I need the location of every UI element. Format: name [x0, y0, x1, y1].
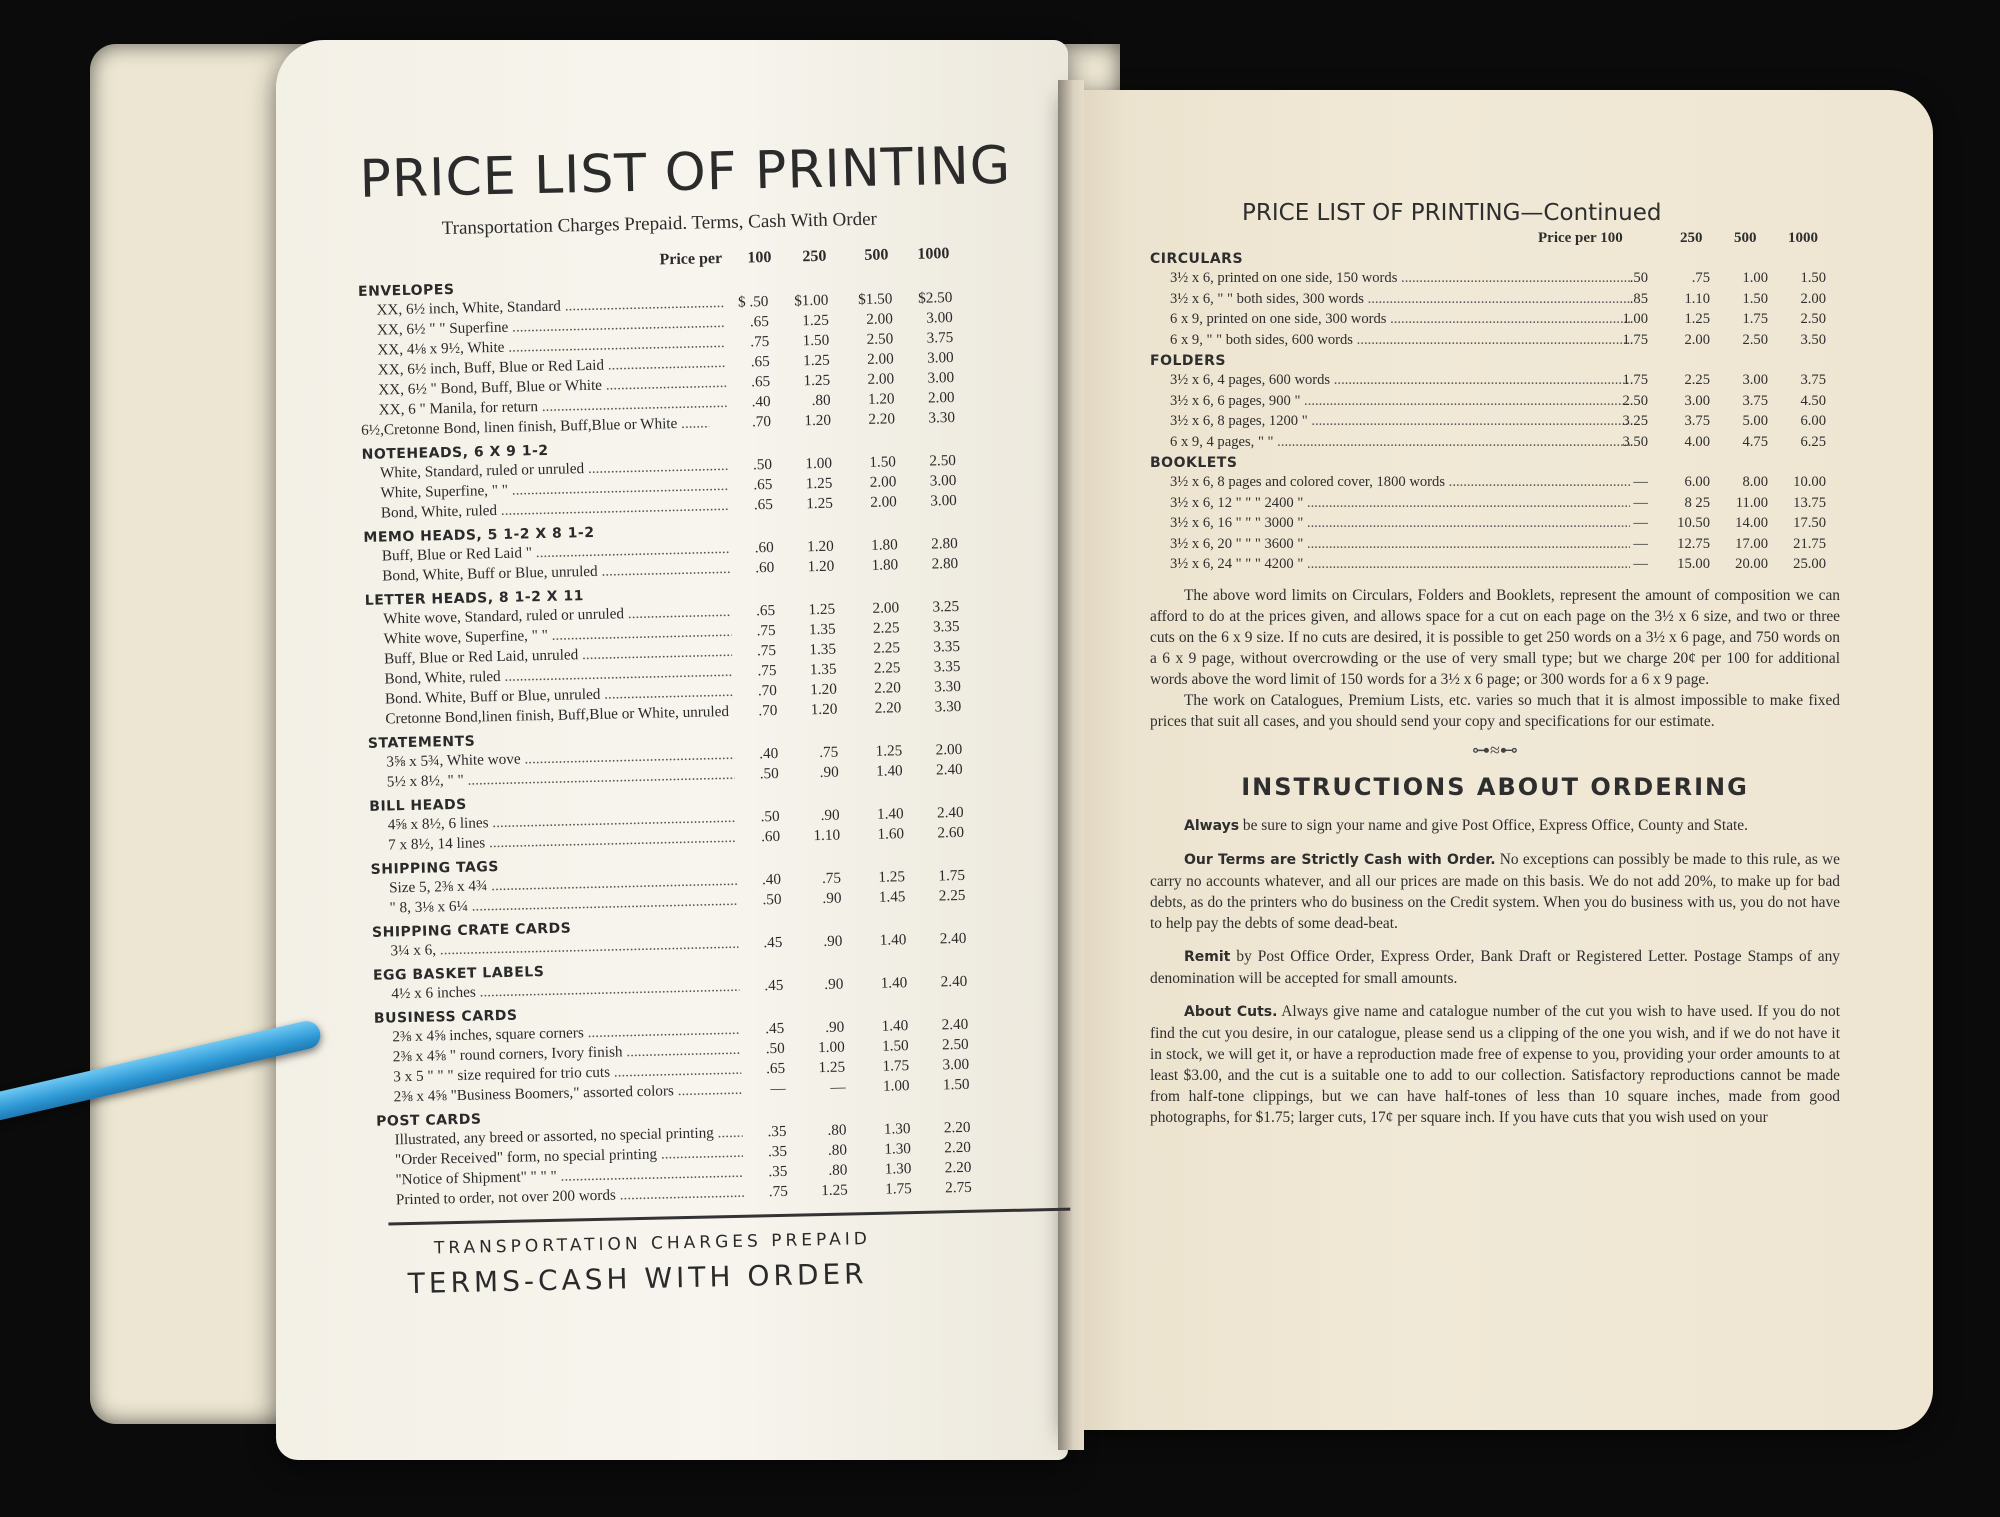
price-cell: 2.20 [944, 1138, 972, 1157]
instruction-lead: Remit [1184, 948, 1231, 965]
price-cell: — [1633, 515, 1648, 531]
price-cell: .35 [767, 1122, 787, 1141]
price-cell: .65 [753, 495, 774, 514]
price-cell: 3.50 [1800, 331, 1826, 348]
price-cell: 1.20 [807, 557, 835, 576]
price-cell: 3.35 [933, 637, 961, 656]
section-heading: CIRCULARS [1150, 251, 1244, 267]
item-description: Bond, White, ruled ..... [384, 662, 732, 690]
price-cell: .75 [756, 641, 777, 660]
instruction-lead: Always [1184, 817, 1240, 834]
price-cell: .65 [749, 313, 770, 331]
price-row [1150, 391, 1840, 412]
item-description: 4½ x 6 inches ..... [391, 977, 739, 1005]
price-cell: 11.00 [1735, 494, 1768, 511]
price-cell: .90 [823, 932, 843, 950]
col-label: Price per 100 [1538, 230, 1623, 246]
col-label: Price per [659, 250, 723, 269]
item-description: White wove, Standard, ruled or unruled ..... [383, 602, 731, 630]
price-row [1150, 289, 1840, 310]
price-cell: 12.75 [1677, 535, 1710, 552]
section-heading: POST CARDS [376, 1111, 482, 1130]
price-cell: 2.25 [873, 639, 901, 657]
price-cell: 1.25 [802, 311, 830, 330]
price-cell: 2.40 [940, 972, 968, 991]
instruction-text: by Post Office Order, Express Order, Bank Draft or Registered Letter. Postage Stamps of any denomination will be accepted for small amounts. [1150, 947, 1840, 987]
price-cell: 2.00 [866, 350, 894, 368]
price-cell: .85 [1629, 290, 1648, 307]
section-heading: MEMO HEADS, 5 1-2 X 8 1-2 [363, 524, 595, 546]
price-cell: 1.25 [803, 371, 831, 390]
price-cell: 1.00 [805, 454, 833, 473]
price-cell: 2.75 [945, 1178, 972, 1197]
price-cell: 15.00 [1677, 556, 1710, 572]
price-cell: .45 [765, 1019, 785, 1038]
price-cell: .80 [827, 1121, 847, 1139]
item-description: Bond. White, Buff or Blue, unruled ..... [385, 682, 733, 710]
item-description: 3½ x 6, 8 pages and colored cover, 1800 words ..... [1170, 472, 1630, 493]
right-price-table [1150, 250, 1840, 575]
price-cell: .35 [767, 1142, 788, 1161]
item-description: XX, 6 " Manila, for return ..... [378, 393, 726, 421]
price-cell: .50 [759, 764, 779, 783]
price-cell: 2.50 [1742, 331, 1768, 348]
section-heading: SHIPPING CRATE CARDS [371, 920, 572, 941]
price-cell: — [1633, 474, 1648, 490]
price-row [1150, 411, 1840, 432]
item-description: 6 x 9, 4 pages, " " ..... [1170, 432, 1630, 453]
price-cell: 2.50 [929, 451, 957, 470]
price-cell: 3.35 [933, 657, 961, 676]
price-cell: 2.80 [931, 554, 959, 573]
price-cell: 10.00 [1793, 474, 1826, 490]
item-description: 3½ x 6, 20 " " " 3600 " ..... [1170, 534, 1630, 555]
price-cell: 4.00 [1684, 433, 1710, 450]
col-header: 1000 [1788, 230, 1818, 246]
item-description: XX, 6½ " " Superfine ..... [377, 313, 725, 341]
item-description: 3½ x 6, 6 pages, 900 " ..... [1170, 391, 1630, 412]
price-cell: 1.80 [870, 536, 898, 554]
price-cell: 1.40 [875, 762, 903, 780]
price-cell: 2.60 [937, 823, 965, 842]
ornament-divider: ⊶≈⊷ [1472, 739, 1518, 760]
section-heading: FOLDERS [1150, 353, 1226, 369]
instruction-lead: Our Terms are Strictly Cash with Order. [1184, 851, 1496, 868]
price-cell: 1.35 [808, 620, 836, 639]
col-header: 100 [747, 248, 772, 267]
footer-rule [388, 1208, 1070, 1226]
section-heading: SHIPPING TAGS [370, 859, 500, 878]
instructions-list [1150, 815, 1840, 1128]
price-cell: 1.75 [1742, 311, 1768, 327]
price-cell: .75 [756, 621, 776, 640]
item-description: Bond, White, Buff or Blue, unruled ..... [382, 559, 730, 587]
price-cell: 1.30 [883, 1120, 911, 1138]
item-description: Printed to order, not over 200 words ..... [396, 1183, 744, 1211]
price-cell: 1.25 [875, 742, 903, 760]
price-row [1150, 309, 1840, 330]
price-cell: 2.00 [927, 388, 955, 407]
item-description: 3½ x 6, printed on one side, 150 words ..... [1170, 268, 1630, 289]
price-cell: .65 [750, 373, 771, 391]
price-cell: 1.25 [806, 494, 834, 513]
price-cell: 2.00 [867, 370, 895, 388]
item-description: 3½ x 6, " " both sides, 300 words ..... [1170, 289, 1630, 310]
section-heading: LETTER HEADS, 8 1-2 X 11 [364, 588, 585, 609]
section-heading: BILL HEADS [369, 796, 467, 815]
item-description: 3½ x 6, 24 " " " 4200 " ..... [1170, 554, 1630, 575]
catalogue-note: The work on Catalogues, Premium Lists, etc. varies so much that it is almost impossible to make fixed prices that suit all cases, and you should send your copy and specifications for our estimate. [1150, 691, 1840, 730]
price-cell: .60 [755, 558, 775, 577]
item-description: 3½ x 6, 4 pages, 600 words ..... [1170, 370, 1630, 391]
price-cell: .90 [825, 1018, 845, 1036]
column-headers [1150, 226, 1840, 248]
instructions-title: INSTRUCTIONS ABOUT ORDERING [1241, 772, 1749, 801]
item-description: White, Superfine, " " ..... [380, 476, 728, 504]
price-cell: 1.25 [1684, 311, 1710, 327]
price-cell: 25.00 [1793, 556, 1826, 572]
item-description: 4⅝ x 8½, 6 lines ..... [388, 808, 736, 836]
price-cell: $1.00 [794, 291, 829, 310]
price-cell: 6.00 [1800, 413, 1826, 429]
price-cell: .45 [763, 933, 783, 952]
price-cell: .50 [762, 890, 782, 909]
price-cell: — [830, 1078, 846, 1096]
price-cell: 1.45 [878, 888, 906, 906]
price-cell: .60 [760, 827, 781, 846]
price-cell: 2.00 [866, 310, 893, 328]
price-cell: .80 [811, 391, 831, 410]
price-cell: $ .50 [737, 293, 769, 311]
item-description: 3½ x 6, 8 pages, 1200 " ..... [1170, 411, 1630, 432]
item-description: 3½ x 6, 16 " " " 3000 " ..... [1170, 513, 1630, 534]
item-description: Buff, Blue or Red Laid " ..... [382, 539, 730, 567]
price-cell: .90 [822, 889, 842, 907]
price-cell: .65 [765, 1059, 786, 1078]
price-cell: 1.50 [881, 1037, 909, 1055]
price-cell: $1.50 [858, 290, 893, 309]
instruction-paragraph [1150, 849, 1840, 934]
price-cell: 2.25 [873, 659, 901, 677]
instruction-paragraph [1150, 1001, 1840, 1128]
price-cell: 1.25 [821, 1181, 848, 1200]
price-cell: 1.20 [867, 390, 895, 408]
price-cell: — [770, 1079, 786, 1098]
price-cell: 1.80 [871, 556, 899, 574]
price-cell: .90 [819, 763, 839, 782]
price-cell: 3.00 [929, 471, 957, 490]
price-cell: 2.00 [869, 473, 897, 491]
price-cell: 13.75 [1793, 494, 1826, 511]
price-cell: .75 [768, 1182, 789, 1201]
item-description: 7 x 8½, 14 lines ..... [388, 828, 736, 856]
price-cell: .65 [753, 475, 773, 494]
item-description: Buff, Blue or Red Laid, unruled ..... [384, 642, 732, 670]
price-cell: 1.75 [882, 1057, 910, 1075]
price-cell: 1.40 [880, 974, 908, 992]
price-cell: 3.00 [927, 368, 955, 387]
price-cell: .50 [1629, 270, 1648, 286]
item-description: Cretonne Bond,linen finish, Buff,Blue or White, unruled ..... [385, 702, 733, 730]
price-cell: 1.40 [876, 805, 904, 823]
price-cell: 1.00 [1622, 311, 1648, 327]
price-cell: .70 [751, 412, 772, 431]
price-cell: 2.80 [930, 534, 958, 553]
price-cell: .35 [768, 1162, 788, 1181]
price-cell: 1.20 [810, 680, 838, 699]
section-heading: ENVELOPES [357, 281, 455, 300]
price-row [1150, 554, 1840, 575]
instruction-text: No exceptions can possibly be made to this rule, as we carry no accounts whatever, and all our prices are made on this basis. We do not add 20%, to make up for bad debts, as do the printers who do business on the Credit system. When you do business with us, you do not have to help pay the debts of some dead-beat. [1150, 850, 1840, 932]
instruction-text: Always give name and catalogue number of the cut you wish to have used. If you do not find the cut you desire, in our catalogue, please send us a clipping of the one you wish, and if we do not have it in stock, we will get it, or have a reproduction made free of expense to you, providing your order amounts to at least $3.00, and the cut is a suitable one to add to our collection. Satisfactory reproductions cannot be made from half-tone clippings, but we can have half-tones of less than 10 square inches, made from good photographs, for $1.75; larger cuts, 17¢ per square inch. If you have cuts that you wish used on your [1150, 1002, 1840, 1126]
price-cell: .70 [758, 701, 778, 720]
col-header: 250 [802, 247, 827, 266]
price-cell: .40 [759, 744, 779, 763]
price-cell: 2.00 [935, 740, 963, 759]
price-cell: 1.25 [818, 1058, 846, 1077]
price-cell: 2.00 [872, 599, 900, 617]
price-cell: 8 25 [1684, 494, 1710, 511]
word-limit-note: The above word limits on Circulars, Folders and Booklets, represent the amount of composition we can afford to do at the prices given, and allows space for a cut on each page on the 3½ x 6 size, and two or three cuts on the 6 x 9 size. If no cuts are desired, it is possible to get 250 words on a 3½ x 6 page, and 750 words on a 6 x 9 page, without overcrowding or the use of very small type; but we charge 20¢ per 100 for additional words above the word limit of 150 words for a 3½ x 6 page; or 300 words for a 6 x 9 page. [1150, 586, 1840, 688]
price-row [1150, 330, 1840, 351]
price-cell: .75 [819, 743, 839, 762]
price-cell: 1.00 [817, 1038, 845, 1057]
instruction-lead: About Cuts. [1184, 1003, 1278, 1020]
price-cell: .65 [755, 601, 776, 620]
price-cell: 1.50 [869, 453, 897, 471]
item-description: XX, 6½ inch, Buff, Blue or Red Laid ..... [378, 353, 726, 381]
price-cell: 1.20 [806, 537, 834, 556]
price-cell: 3.75 [1800, 372, 1826, 388]
section-heading: BUSINESS CARDS [373, 1007, 518, 1027]
price-cell: 2.25 [938, 886, 966, 905]
price-cell: 1.35 [809, 640, 837, 659]
price-cell: .80 [828, 1161, 848, 1179]
price-cell: 1.40 [881, 1017, 909, 1035]
price-cell: — [1633, 494, 1648, 511]
price-cell: .45 [764, 976, 784, 995]
section-heading: BOOKLETS [1150, 455, 1238, 471]
price-cell: .65 [750, 353, 770, 371]
price-cell: 3.25 [932, 597, 960, 616]
item-description: " 8, 3⅛ x 6¼ ..... [389, 891, 737, 919]
price-cell: .60 [754, 538, 774, 557]
price-cell: 3.50 [1622, 433, 1648, 450]
left-price-table [358, 269, 1083, 1211]
price-cell: .40 [751, 392, 771, 411]
price-cell: .40 [761, 870, 782, 889]
price-cell: 3.35 [932, 617, 960, 636]
price-cell: .75 [757, 661, 777, 680]
price-cell: 4.75 [1742, 433, 1768, 450]
price-cell: .50 [760, 807, 780, 826]
price-cell: 2.25 [1684, 372, 1710, 388]
item-description: XX, 6½ " Bond, Buff, Blue or White ..... [378, 373, 726, 401]
section-heading: NOTEHEADS, 6 X 9 1-2 [361, 442, 549, 463]
price-cell: 5.00 [1742, 413, 1768, 429]
item-description: White wove, Superfine, " " ..... [383, 622, 731, 650]
section-heading: STATEMENTS [367, 733, 476, 752]
price-cell: 3.00 [930, 491, 957, 510]
price-cell: 2.40 [939, 929, 967, 948]
price-cell: 1.00 [1742, 270, 1768, 286]
price-cell: 2.20 [944, 1158, 972, 1177]
price-cell: 8.00 [1742, 474, 1768, 490]
price-cell: .90 [824, 975, 844, 993]
item-description: XX, 6½ inch, White, Standard ..... [376, 293, 724, 321]
price-cell: 3.00 [1684, 392, 1710, 409]
price-cell: 3.30 [928, 408, 956, 427]
price-cell: 1.00 [882, 1077, 910, 1095]
item-description: 6 x 9, printed on one side, 300 words ..... [1170, 309, 1630, 330]
price-cell: 3.00 [926, 309, 953, 327]
price-cell: 2.50 [1622, 392, 1648, 409]
price-row [1150, 493, 1840, 514]
item-description: 6 x 9, " " both sides, 600 words ..... [1170, 330, 1630, 351]
price-cell: 1.50 [802, 331, 830, 350]
price-cell: 1.25 [808, 600, 836, 619]
item-description: 3¼ x 6, ..... [390, 934, 738, 962]
price-cell: 14.00 [1735, 515, 1768, 531]
price-cell: 3.30 [934, 697, 962, 716]
price-cell: $2.50 [918, 289, 953, 307]
price-cell: 6.25 [1800, 433, 1826, 450]
price-cell: 2.20 [943, 1118, 971, 1137]
price-cell: — [1633, 535, 1648, 552]
right-page-content [1150, 200, 1840, 1140]
price-cell: 2.50 [1800, 311, 1826, 327]
item-description: 5½ x 8½, " " ..... [387, 765, 735, 793]
price-cell: 2.25 [872, 619, 900, 637]
price-cell: .80 [827, 1141, 848, 1159]
price-row [1150, 432, 1840, 453]
price-cell: 2.50 [941, 1035, 969, 1054]
section-heading: EGG BASKET LABELS [372, 964, 545, 984]
price-cell: 1.25 [802, 351, 830, 370]
price-cell: 3.75 [926, 328, 954, 347]
item-description: 3½ x 6, 12 " " " 2400 " ..... [1170, 493, 1630, 514]
col-header: 250 [1680, 230, 1703, 246]
item-description: "Order Received" form, no special printing ..... [395, 1143, 743, 1171]
price-cell: 1.50 [942, 1075, 970, 1094]
price-cell: 1.25 [805, 474, 833, 493]
col-header: 500 [1734, 230, 1757, 246]
price-cell: 1.35 [809, 660, 837, 679]
price-cell: .50 [765, 1039, 785, 1058]
instruction-text: be sure to sign your name and give Post Office, Express Office, County and State. [1239, 816, 1748, 834]
item-description: 3⅝ x 5¾, White wove ..... [386, 745, 734, 773]
price-cell: 3.00 [926, 348, 954, 367]
price-cell: 4.50 [1800, 392, 1826, 409]
price-cell: 21.75 [1793, 535, 1826, 552]
item-description: "Notice of Shipment" " " " ..... [395, 1163, 743, 1191]
item-description: 6½,Cretonne Bond, linen finish, Buff,Blue or White ..... [361, 413, 709, 441]
price-cell: 1.30 [884, 1140, 912, 1158]
item-description: Illustrated, any breed or assorted, no special printing ..... [394, 1123, 742, 1151]
price-cell: 1.75 [938, 866, 966, 885]
price-row [1150, 370, 1840, 391]
price-cell: 3.75 [1684, 413, 1710, 429]
price-cell: 1.60 [877, 825, 905, 843]
price-cell: .75 [1691, 270, 1710, 286]
price-cell: .50 [752, 455, 773, 474]
price-row [1150, 513, 1840, 534]
item-description: Size 5, 2⅜ x 4¾ ..... [389, 871, 737, 899]
item-description: White, Standard, ruled or unruled ..... [380, 456, 728, 484]
price-cell: 2.40 [935, 760, 963, 779]
price-row [1150, 534, 1840, 555]
instruction-paragraph [1150, 815, 1840, 837]
price-cell: 1.10 [1684, 290, 1710, 307]
item-description: 2⅜ x 4⅝ inches, square corners ..... [392, 1020, 740, 1048]
price-cell: 3.25 [1622, 413, 1648, 429]
footer-line-2: TERMS-CASH WITH ORDER [407, 1257, 868, 1301]
price-cell: 20.00 [1735, 556, 1768, 572]
price-list-title: PRICE LIST OF PRINTING [358, 135, 1012, 210]
item-description: 3 x 5 " " " size required for trio cuts ..... [393, 1060, 741, 1088]
price-cell: 3.00 [942, 1055, 970, 1074]
price-cell: 1.20 [810, 700, 838, 719]
price-cell: 1.75 [1622, 372, 1648, 388]
instruction-paragraph [1150, 946, 1840, 989]
item-description: XX, 4⅛ x 9½, White ..... [377, 333, 725, 361]
price-cell: 17.00 [1735, 535, 1768, 552]
price-cell: .75 [750, 333, 770, 351]
price-cell: 1.25 [878, 868, 906, 886]
price-cell: 1.30 [884, 1160, 912, 1178]
price-cell: 2.40 [941, 1015, 969, 1034]
price-cell: 3.00 [1742, 372, 1768, 388]
item-description: 2⅜ x 4⅝ " round corners, Ivory finish ..... [393, 1040, 741, 1068]
price-cell: 10.50 [1677, 515, 1710, 531]
price-cell: 2.00 [1684, 331, 1710, 348]
price-cell: 2.20 [868, 410, 896, 428]
price-cell: 2.00 [870, 493, 897, 511]
price-cell: .70 [757, 681, 778, 700]
col-header: 500 [864, 246, 889, 264]
price-cell: 1.50 [1742, 290, 1768, 307]
price-cell: .90 [820, 806, 840, 824]
price-list-subtitle: Transportation Charges Prepaid. Terms, Cash With Order [441, 208, 878, 240]
col-header: 1000 [917, 245, 950, 263]
item-description: 2⅜ x 4⅝ "Business Boomers," assorted colors ..... [393, 1080, 741, 1108]
footer-line-1: TRANSPORTATION CHARGES PREPAID [433, 1229, 872, 1259]
price-row [1150, 268, 1840, 289]
item-description: Bond, White, ruled ..... [381, 496, 729, 524]
price-cell: 6.00 [1684, 474, 1710, 490]
continued-title: PRICE LIST OF PRINTING—Continued [1242, 200, 1662, 226]
price-cell: 1.75 [885, 1180, 912, 1198]
price-cell: 2.20 [874, 679, 902, 697]
price-cell: 3.75 [1742, 392, 1768, 409]
price-cell: 1.10 [813, 826, 841, 845]
price-cell: .75 [821, 869, 842, 887]
price-cell: 1.20 [804, 411, 832, 430]
price-cell: 3.30 [934, 677, 962, 696]
price-cell: 2.50 [866, 330, 894, 348]
price-cell: 1.75 [1622, 331, 1648, 348]
price-cell: 1.40 [879, 931, 907, 949]
price-cell: 2.20 [874, 699, 902, 717]
price-cell: 17.50 [1793, 515, 1826, 531]
price-cell: 2.00 [1800, 290, 1826, 307]
price-row [1150, 472, 1840, 493]
price-cell: 1.50 [1800, 270, 1826, 286]
left-page-content [355, 135, 1085, 1301]
price-cell: 2.40 [936, 803, 964, 822]
price-cell: — [1633, 556, 1648, 572]
